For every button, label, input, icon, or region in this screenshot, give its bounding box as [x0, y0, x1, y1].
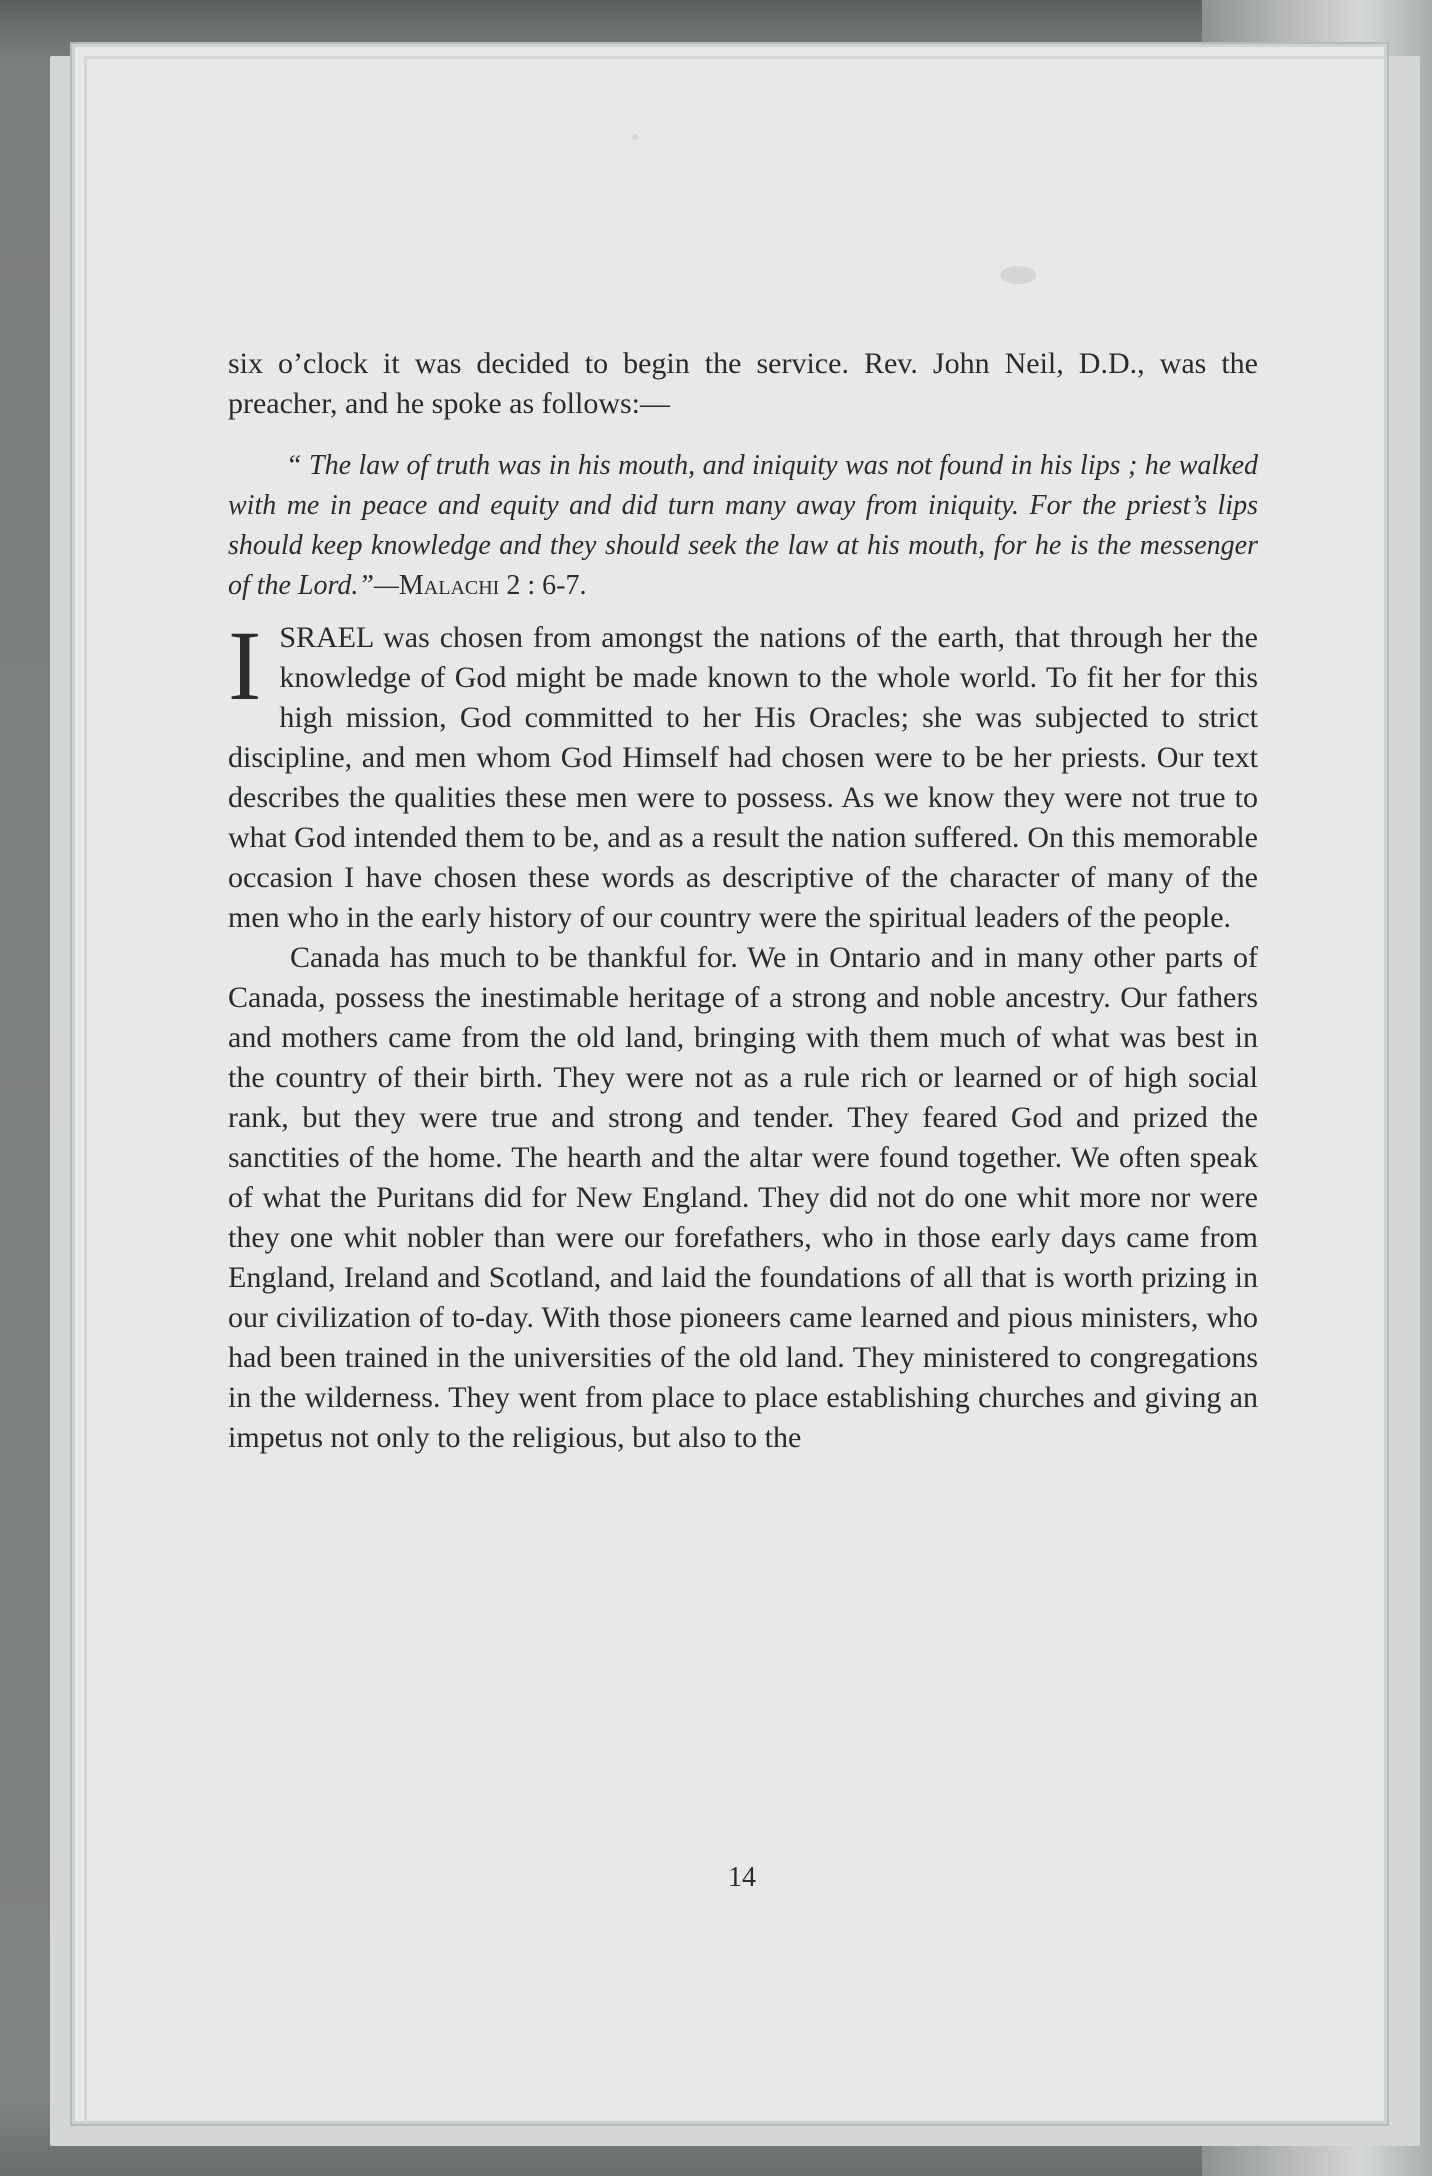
body-paragraph-1 — [228, 610, 1258, 938]
scripture-citation: Malachi 2 : 6-7. — [398, 570, 587, 601]
body-paragraph-2: Canada has much to be thankful for. We in Ontario and in many other parts of Canada, possess the inestimable heritage of a strong and noble ancestry. Our fathers and mothers came from the old land, bringing with them much of what was best in the country of their birth. They were not as a rule rich or learned or of high social rank, but they were true and strong and tender. They feared God and prized the sanctities of the home. The hearth and the altar were found together. We often speak of what the Puritans did for New England. They did not do one whit more nor were they one whit nobler than were our forefathers, who in those early days came from England, Ireland and Scotland, and laid the foundations of all that is worth prizing in our civilization of to-day. With those pioneers came learned and pious ministers, who had been trained in the universities of the old land. They ministered to congregations in the wilderness. They went from place to place establishing churches and giving an impetus not only to the religious, but also to the — [228, 941, 1258, 1454]
page-speck — [632, 134, 638, 140]
drop-cap: I — [228, 610, 262, 721]
scripture-quote — [228, 446, 1258, 606]
scripture-quote-text: “ The law of truth was in his mouth, and iniquity was not found in his lips ; he walked with me in peace and equity and did turn many away from iniquity. For the priest’s lips should keep knowledge and they should seek the law at his mouth, for he is the messenger of the Lord.”— — [228, 450, 1258, 601]
page-smudge — [1000, 266, 1036, 284]
page-text — [228, 344, 1258, 1458]
opening-paragraph: six o’clock it was decided to begin the service. Rev. John Neil, D.D., was the preacher, and he spoke as follows:— — [228, 347, 1258, 420]
page-number: 14 — [728, 1862, 756, 1893]
body-paragraph-1-text: SRAEL was chosen from amongst the nations of the earth, that through her the knowledge of God might be made known to the whole world. To fit her for this high mission, God committed to her His Oracles; she was subjected to strict discipline, and men whom God Himself had chosen were to be her priests. Our text describes the qualities these men were to possess. As we know they were not true to what God intended them to be, and as a result the nation suffered. On this memorable occasion I have chosen these words as descriptive of the character of many of the men who in the early history of our country were the spiritual leaders of the people. — [228, 621, 1258, 934]
